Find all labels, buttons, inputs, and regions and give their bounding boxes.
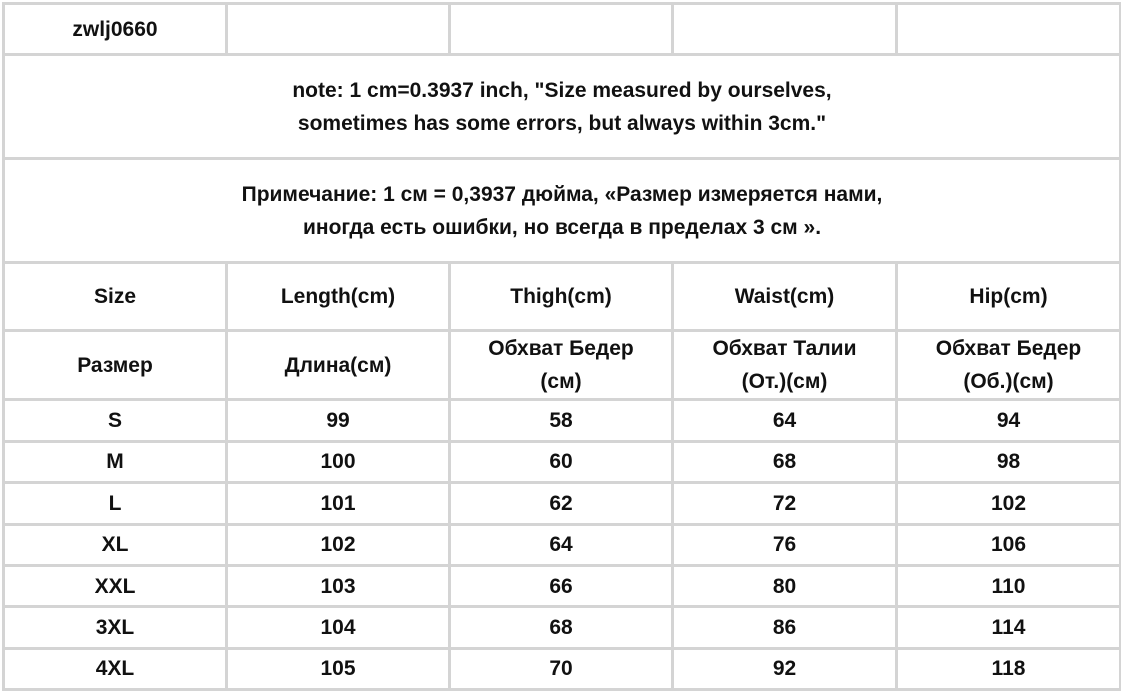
hip-cell: 106 <box>897 524 1121 565</box>
waist-cell: 76 <box>673 524 897 565</box>
waist-cell: 64 <box>673 400 897 441</box>
length-cell: 102 <box>227 524 450 565</box>
note-english-line: sometimes has some errors, but always within 3cm." <box>297 111 827 135</box>
size-cell: L <box>4 483 227 524</box>
waist-cell: 86 <box>673 607 897 648</box>
size-chart-table <box>2 2 1121 691</box>
thigh-cell: 64 <box>450 524 673 565</box>
header-row-russian <box>4 330 1121 400</box>
note-russian-line: Примечание: 1 см = 0,3937 дюйма, «Размер измеряется нами, <box>241 182 883 206</box>
note-english-cell <box>4 55 1121 159</box>
product-code-cell: zwlj0660 <box>4 4 227 55</box>
header-cell-thigh: Thigh(cm) <box>450 263 673 331</box>
header-line: (Об.)(см) <box>963 370 1054 394</box>
waist-cell: 72 <box>673 483 897 524</box>
header-cell-waist: Waist(cm) <box>673 263 897 331</box>
hip-cell: 102 <box>897 483 1121 524</box>
note-russian-row <box>4 159 1121 263</box>
thigh-cell: 66 <box>450 565 673 606</box>
note-english-row <box>4 55 1121 159</box>
length-cell: 99 <box>227 400 450 441</box>
table-row <box>4 441 1121 482</box>
header-cell-waist-ru <box>673 330 897 400</box>
header-cell-hip-ru <box>897 330 1121 400</box>
size-cell: 3XL <box>4 607 227 648</box>
length-cell: 105 <box>227 648 450 689</box>
header-cell-length-ru <box>227 330 450 400</box>
empty-cell <box>673 4 897 55</box>
thigh-cell: 60 <box>450 441 673 482</box>
length-cell: 104 <box>227 607 450 648</box>
size-cell: M <box>4 441 227 482</box>
size-cell: XXL <box>4 565 227 606</box>
header-line: Длина(см) <box>284 353 392 377</box>
header-cell-length: Length(cm) <box>227 263 450 331</box>
length-cell: 100 <box>227 441 450 482</box>
length-cell: 101 <box>227 483 450 524</box>
hip-cell: 114 <box>897 607 1121 648</box>
size-cell: 4XL <box>4 648 227 689</box>
header-line: Обхват Бедер <box>488 337 634 361</box>
table-row <box>4 483 1121 524</box>
empty-cell <box>227 4 450 55</box>
table-row <box>4 565 1121 606</box>
size-cell: XL <box>4 524 227 565</box>
header-line: (От.)(см) <box>741 370 828 394</box>
thigh-cell: 68 <box>450 607 673 648</box>
header-cell-size: Size <box>4 263 227 331</box>
note-russian-line: иногда есть ошибки, но всегда в пределах 3 см ». <box>302 215 822 239</box>
header-line: Обхват Талии <box>712 337 857 361</box>
table-row <box>4 648 1121 689</box>
thigh-cell: 70 <box>450 648 673 689</box>
size-cell: S <box>4 400 227 441</box>
header-line: Размер <box>77 353 153 377</box>
hip-cell: 94 <box>897 400 1121 441</box>
thigh-cell: 58 <box>450 400 673 441</box>
header-cell-thigh-ru <box>450 330 673 400</box>
header-line: (см) <box>540 370 582 394</box>
header-line: Обхват Бедер <box>935 337 1082 361</box>
note-russian-cell <box>4 159 1121 263</box>
thigh-cell: 62 <box>450 483 673 524</box>
table-row <box>4 400 1121 441</box>
hip-cell: 98 <box>897 441 1121 482</box>
length-cell: 103 <box>227 565 450 606</box>
hip-cell: 118 <box>897 648 1121 689</box>
header-row-english <box>4 263 1121 331</box>
table-row <box>4 524 1121 565</box>
note-english-line: note: 1 cm=0.3937 inch, "Size measured by ourselves, <box>292 78 832 102</box>
waist-cell: 80 <box>673 565 897 606</box>
empty-cell <box>897 4 1121 55</box>
table-row <box>4 607 1121 648</box>
product-code-row <box>4 4 1121 55</box>
header-cell-size-ru <box>4 330 227 400</box>
hip-cell: 110 <box>897 565 1121 606</box>
header-cell-hip: Hip(cm) <box>897 263 1121 331</box>
waist-cell: 68 <box>673 441 897 482</box>
empty-cell <box>450 4 673 55</box>
waist-cell: 92 <box>673 648 897 689</box>
